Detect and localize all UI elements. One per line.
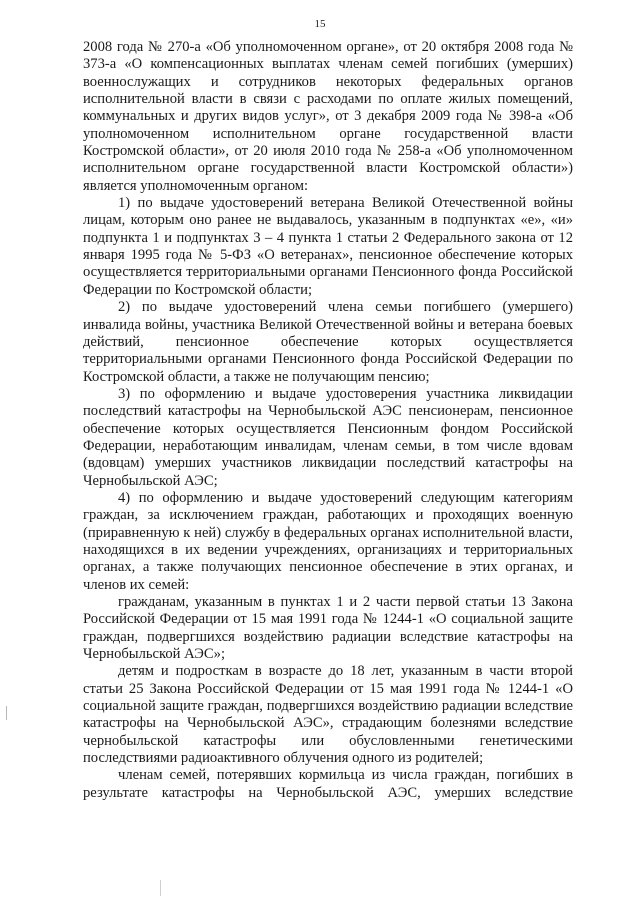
page-number: 15	[314, 18, 326, 30]
document-body	[83, 39, 573, 802]
paragraph-item-4: 4) по оформлению и выдаче удостоверений следующим категориям граждан, за исключением граждан, работающих и проходящих военную (приравненную к ней) службу в федеральных органах исполнительной власти, находящихся в их ведении учреждениях, организациях и территориальных органах, а также получающих пенсионное обеспечение в этих органах, и членов их семей:	[83, 489, 573, 593]
paragraph-item-1: 1) по выдаче удостоверений ветерана Великой Отечественной войны лицам, которым оно ранее не выдавалось, указанным в подпунктах «е», «и» подпункта 1 и подпунктах 3 – 4 пункта 1 статьи 2 Федерального закона от 12 января 1995 года № 5-ФЗ «О ветеранах», пенсионное обеспечение которых осуществляется территориальными органами Пенсионного фонда Российской Федерации по Костромской области;	[83, 195, 573, 298]
paragraph-item-3: 3) по оформлению и выдаче удостоверения участника ликвидации последствий катастрофы на Чернобыльской АЭС пенсионерам, пенсионное обеспечение которых осуществляется Пенсионным фондом Российской Федерации, неработающим инвалидам, членам семьи, в том числе вдовам (вдовцам) умерших участников ликвидации последствий катастрофы на Чернобыльской АЭС;	[83, 385, 573, 489]
paragraph-intro-continuation: 2008 года № 270-а «Об уполномоченном органе», от 20 октября 2008 года № 373-а «О компенсационных выплатах членам семей погибших (умерших) военнослужащих и сотрудников некоторых федеральных органов исполнительной власти в связи с расходами по оплате жилых помещений, коммунальных и других видов услуг», от 3 декабря 2009 года № 398-а «Об уполномоченном исполнительном органе государственной власти Костромской области», от 20 июля 2010 года № 258-а «Об уполномоченном исполнительном органе государственной власти Костромской области») является уполномоченным органом:	[83, 39, 573, 194]
paragraph-subitem-families: членам семей, потерявших кормильца из числа граждан, погибших в результате катастрофы на Чернобыльской АЭС, умерших вследствие	[83, 767, 573, 801]
paragraph-item-2: 2) по выдаче удостоверений члена семьи погибшего (умершего) инвалида войны, участника Великой Отечественной войны и ветерана боевых действий, пенсионное обеспечение которых осуществляется территориальными органами Пенсионного фонда Российской Федерации по Костромской области, а также не получающим пенсию;	[83, 299, 573, 385]
scan-artifact-mark	[6, 706, 7, 720]
paragraph-subitem-children: детям и подросткам в возрасте до 18 лет, указанным в части второй статьи 25 Закона Российской Федерации от 15 мая 1991 года № 1244-1 «О социальной защите граждан, подвергшихся воздействию радиации вследствие катастрофы на Чернобыльской АЭС», страдающим болезнями вследствие чернобыльской катастрофы или обусловленными генетическими последствиями радиоактивного облучения одного из родителей;	[83, 663, 573, 767]
paragraph-subitem-citizens: гражданам, указанным в пунктах 1 и 2 части первой статьи 13 Закона Российской Федерации от 15 мая 1991 года № 1244-1 «О социальной защите граждан, подвергшихся воздействию радиации вследствие катастрофы на Чернобыльской АЭС»;	[83, 594, 573, 663]
scan-artifact-mark	[160, 880, 161, 896]
